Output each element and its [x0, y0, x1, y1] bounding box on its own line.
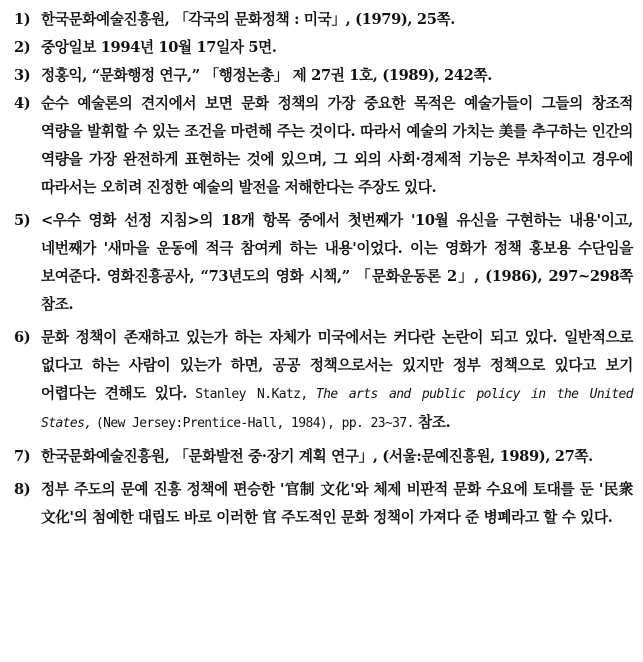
footnote-number: 3)	[14, 67, 31, 84]
footnote-text: 순수 예술론의 견지에서 보면 문화 정책의 가장 중요한 목적은 예술가들이 그들의 창조적 역량을 발휘할 수 있는 조건을 마련해 주는 것이다. 따라서 예술의 가치는 美를 추구하는 인간의 역량을 가장 완전하게 표현하는 것에 있으며, 그 외의 사회·경제적 기능은 부차적이고 경우에 따라서는 오히려 진정한 예술의 발전을 저해한다는 주장도 있다.	[41, 95, 633, 196]
footnote-6	[14, 324, 633, 438]
footnote-number: 7)	[14, 448, 31, 465]
footnote-number: 8)	[14, 481, 31, 498]
footnote-text: 정부 주도의 문예 진흥 정책에 편승한 '官制 文化'와 체제 비판적 문화 수요에 토대를 둔 '民衆 文化'의 첨예한 대립도 바로 이러한 官 주도적인 문화 정책이 가져다 준 병폐라고 할 수 있다.	[41, 481, 633, 526]
footnote-text: 중앙일보 1994년 10월 17일자 5면.	[41, 39, 277, 56]
footnote-5	[14, 207, 633, 319]
footnote-text: 정홍익, “문화행정 연구,” 「행정논총」 제 27권 1호, (1989), 242쪽.	[41, 67, 492, 84]
footnote-4	[14, 90, 633, 202]
footnote-text	[41, 324, 633, 438]
footnote-number: 1)	[14, 11, 31, 28]
footnote-2	[14, 34, 633, 62]
citation-author: Stanley N.Katz,	[195, 387, 308, 402]
citation-tail: 참조.	[418, 414, 451, 431]
footnote-1	[14, 6, 633, 34]
footnote-number: 4)	[14, 95, 31, 112]
footnote-text: 한국문화예술진흥원, 「각국의 문화정책 : 미국」, (1979), 25쪽.	[41, 11, 455, 28]
footnote-text: 한국문화예술진흥원, 「문화발전 중·장기 계획 연구」, (서울:문예진흥원, 1989), 27쪽.	[41, 448, 593, 465]
footnote-7	[14, 443, 633, 471]
footnote-number: 2)	[14, 39, 31, 56]
footnote-8	[14, 476, 633, 532]
footnote-3	[14, 62, 633, 90]
footnote-number: 6)	[14, 329, 31, 346]
footnote-text-korean: 문화 정책이 존재하고 있는가 하는 자체가 미국에서는 커다란 논란이 되고 있다. 일반적으로 없다고 하는 사람이 있는가 하면, 공공 정책으로서는 있지만 정부 정책으로 있다고 보기 어렵다는 견해도 있다.	[41, 329, 633, 402]
citation-book-title: The arts and public policy in the United States,	[41, 387, 633, 431]
citation-publisher: (New Jersey:Prentice-Hall, 1984), pp. 23~37.	[95, 416, 414, 431]
footnote-number: 5)	[14, 212, 31, 229]
footnote-text: <우수 영화 선정 지침>의 18개 항목 중에서 첫번째가 '10월 유신을 구현하는 내용'이고, 네번째가 '새마을 운동에 적극 참여케 하는 내용'이었다. 이는 영화가 정책 홍보용 수단임을 보여준다. 영화진흥공사, “73년도의 영화 시책,” 「문화운동론 2」, (1986), 297~298쪽 참조.	[41, 212, 633, 313]
